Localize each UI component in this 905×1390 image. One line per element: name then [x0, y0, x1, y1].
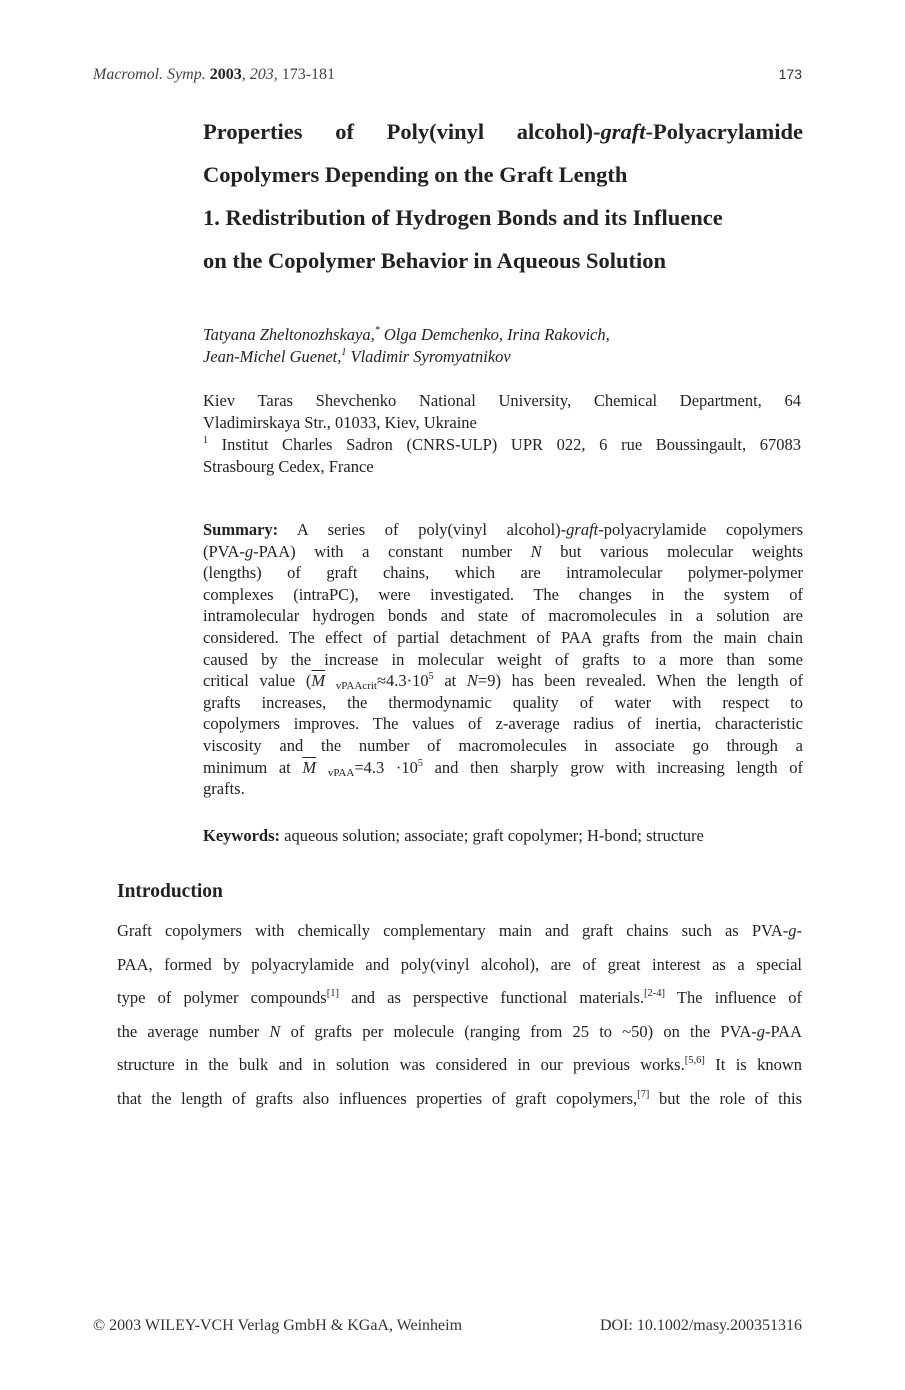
journal-year: 2003 [209, 66, 242, 83]
journal-pages: 173-181 [281, 66, 336, 83]
title-line-4: on the Copolymer Behavior in Aqueous Solution [203, 248, 667, 273]
journal-name: Macromol. Symp. [93, 66, 206, 83]
affiliation-line: Vladimirskaya Str., 01033, Kiev, Ukraine [203, 413, 477, 432]
keywords [203, 826, 803, 846]
copyright-notice: © 2003 WILEY-VCH Verlag GmbH & KGaA, Weinheim [93, 1317, 463, 1334]
keywords-label: Keywords: [203, 826, 280, 845]
introduction-body: Graft copolymers with chemically complementary main and graft chains such as PVA-g- PAA, formed by polyacrylamide and poly(vinyl alcohol), are of great interest as a special type of polymer compounds[1] and as perspective functional materials.[2-4] The influence of the average number N of grafts per molecule (ranging from 25 to ~50) on the PVA-g-PAA structure in the bulk and in solution was considered in our previous works.[5,6] It is known that the length of grafts also influences properties of graft copolymers,[7] but the role of this [117, 921, 803, 1108]
author-list: Tatyana Zheltonozhskaya,* Olga Demchenko, Irina Rakovich, Jean-Michel Guenet,$^1$ Vladimir Syromyatnikov [203, 325, 610, 366]
title-line-2: Copolymers Depending on the Graft Length [203, 162, 628, 187]
title-line-3: 1. Redistribution of Hydrogen Bonds and its Influence [203, 205, 723, 230]
title-line-1: Properties of Poly(vinyl alcohol)-graft-Polyacrylamide [203, 119, 803, 144]
article-title [203, 110, 803, 282]
affiliations [203, 390, 801, 478]
journal-volume: 203, [249, 66, 278, 83]
page-number: 173 [778, 66, 802, 82]
summary-label: Summary: [203, 520, 279, 539]
doi: DOI: 10.1002/masy.200351316 [599, 1317, 802, 1334]
affiliation-line: Strasbourg Cedex, France [203, 457, 374, 476]
keywords-text: aqueous solution; associate; graft copolymer; H-bond; structure [284, 826, 704, 845]
affiliation-line: Kiev Taras Shevchenko National University, Chemical Department, 64 [203, 391, 801, 410]
section-heading-introduction: Introduction [117, 881, 223, 902]
journal-citation: Macromol. Symp. 2003, 203, 173-181 [93, 66, 336, 83]
affiliation-line: $^1$ Institut Charles Sadron (CNRS-ULP) UPR 022, 6 rue Boussingault, 67083 [203, 435, 802, 454]
abstract: Summary: A series of poly(vinyl alcohol)-graft-polyacrylamide copolymers (PVA-g-PAA) with a constant number N but various molecular weights (lengths) of graft chains, which are intramolecular polymer-polymer complexes (intraPC), were investigated. The changes in the system of intramolecular hydrogen bonds and state of macromolecules in a solution are considered. The effect of partial detachment of PAA grafts from the main chain caused by the increase in molecular weight of grafts to a more than some critical value ($\overline{M}$ $_{vPAAcrit}\approx 4.3\cdot 10^5$ at N=9) has been revealed. When the length of grafts increases, the thermodynamic quality of water with respect to copolymers improves. The values of z-average radius of inertia, characteristic viscosity and the number of macromolecules in associate go through a minimum at $\overline{M}$ $_{vPAA}=4.3 \cdot 10^5$ and then sharply grow with increasing length of grafts. [203, 520, 804, 799]
